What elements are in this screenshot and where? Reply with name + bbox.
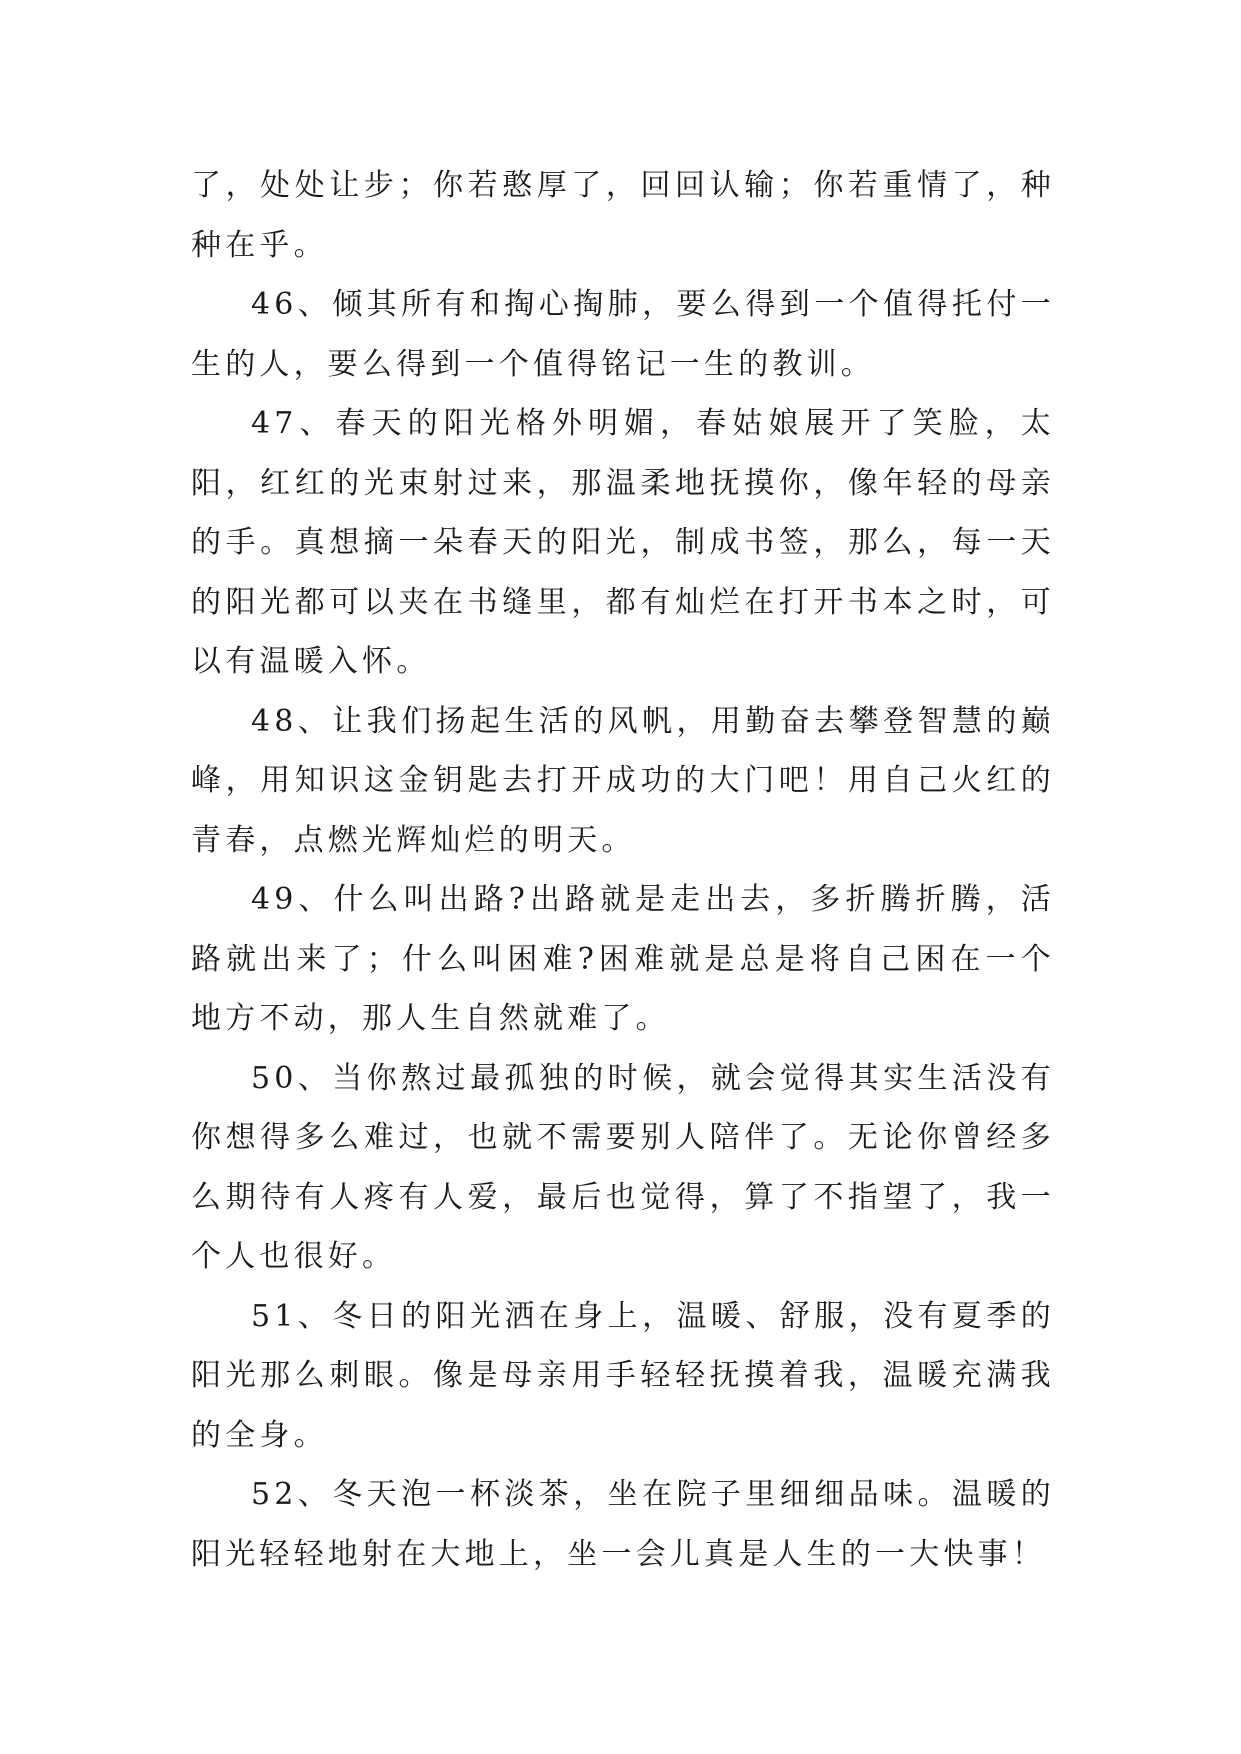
paragraph-49: 49、什么叫出路?出路就是走出去，多折腾折腾，活路就出来了；什么叫困难?困难就是总是将自己困在一个地方不动，那人生自然就难了。: [191, 882, 1055, 1036]
paragraph-50: 50、当你熬过最孤独的时候，就会觉得其实生活没有你想得多么难过，也就不需要别人陪伴了。无论你曾经多么期待有人疼有人爱，最后也觉得，算了不指望了，我一个人也很好。: [191, 1060, 1055, 1274]
document-body: [191, 156, 1055, 1584]
paragraph-51: 51、冬日的阳光洒在身上，温暖、舒服，没有夏季的阳光那么刺眼。像是母亲用手轻轻抚摸着我，温暖充满我的全身。: [191, 1298, 1055, 1453]
paragraph-46: 46、倾其所有和掏心掏肺，要么得到一个值得托付一生的人，要么得到一个值得铭记一生的教训。: [191, 287, 1055, 382]
paragraph-48: 48、让我们扬起生活的风帆，用勤奋去攀登智慧的巅峰，用知识这金钥匙去打开成功的大门吧！用自己火红的青春，点燃光辉灿烂的明天。: [191, 703, 1055, 858]
paragraph-47: 47、春天的阳光格外明媚，春姑娘展开了笑脸，太阳，红红的光束射过来，那温柔地抚摸你，像年轻的母亲的手。真想摘一朵春天的阳光，制成书签，那么，每一天的阳光都可以夹在书缝里，都有灿烂在打开书本之时，可以有温暖入怀。: [191, 406, 1055, 679]
paragraph-continued: 了，处处让步；你若憨厚了，回回认输；你若重情了，种种在乎。: [191, 168, 1055, 263]
paragraph-52: 52、冬天泡一杯淡茶，坐在院子里细细品味。温暖的阳光轻轻地射在大地上，坐一会儿真是人生的一大快事！: [191, 1477, 1055, 1572]
